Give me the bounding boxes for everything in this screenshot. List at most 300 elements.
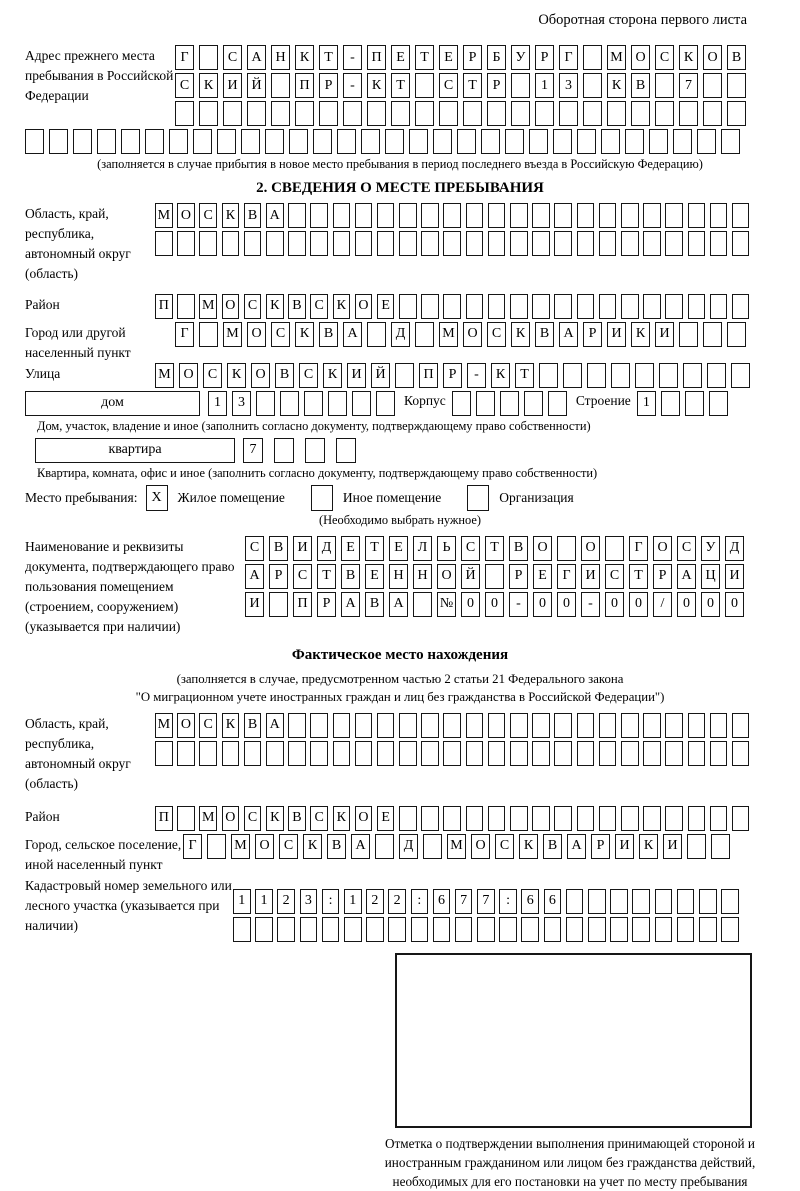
char-box[interactable] — [510, 713, 528, 738]
char-box[interactable]: В — [509, 536, 528, 561]
char-box[interactable]: Г — [557, 564, 576, 589]
char-box[interactable]: С — [461, 536, 480, 561]
char-box[interactable] — [411, 917, 429, 942]
char-box[interactable] — [280, 391, 299, 416]
char-box[interactable]: 7 — [243, 438, 263, 463]
char-box[interactable]: К — [323, 363, 342, 388]
stay-option-residential-checkbox[interactable]: X — [146, 485, 168, 511]
char-box[interactable] — [607, 101, 626, 126]
char-box[interactable]: 3 — [559, 73, 578, 98]
char-box[interactable]: М — [155, 713, 173, 738]
char-box[interactable]: С — [223, 45, 242, 70]
char-box[interactable] — [557, 536, 576, 561]
char-box[interactable] — [97, 129, 116, 154]
char-box[interactable] — [505, 129, 524, 154]
char-box[interactable] — [732, 741, 750, 766]
char-box[interactable] — [577, 741, 595, 766]
char-box[interactable]: 1 — [233, 889, 251, 914]
char-box[interactable] — [610, 889, 628, 914]
char-box[interactable]: В — [275, 363, 294, 388]
char-box[interactable] — [399, 294, 417, 319]
char-box[interactable]: / — [653, 592, 672, 617]
char-box[interactable]: А — [341, 592, 360, 617]
char-box[interactable] — [599, 713, 617, 738]
char-box[interactable] — [709, 391, 728, 416]
char-box[interactable] — [421, 741, 439, 766]
char-box[interactable]: М — [155, 203, 173, 228]
char-box[interactable] — [443, 231, 461, 256]
char-box[interactable] — [688, 806, 706, 831]
char-box[interactable]: 0 — [629, 592, 648, 617]
char-box[interactable]: Л — [413, 536, 432, 561]
char-box[interactable] — [233, 917, 251, 942]
char-box[interactable]: В — [365, 592, 384, 617]
char-box[interactable] — [421, 231, 439, 256]
char-box[interactable] — [217, 129, 236, 154]
char-box[interactable]: Е — [377, 294, 395, 319]
char-box[interactable]: 0 — [701, 592, 720, 617]
char-box[interactable] — [377, 203, 395, 228]
char-box[interactable]: К — [367, 73, 386, 98]
char-box[interactable] — [455, 917, 473, 942]
char-box[interactable]: 0 — [461, 592, 480, 617]
char-box[interactable] — [256, 391, 275, 416]
char-box[interactable] — [554, 203, 572, 228]
char-box[interactable]: Р — [463, 45, 482, 70]
char-box[interactable]: Г — [559, 45, 578, 70]
char-box[interactable] — [583, 101, 602, 126]
char-box[interactable] — [511, 101, 530, 126]
char-box[interactable] — [621, 231, 639, 256]
char-box[interactable] — [333, 741, 351, 766]
char-box[interactable] — [466, 203, 484, 228]
char-box[interactable] — [466, 294, 484, 319]
char-box[interactable] — [399, 806, 417, 831]
char-box[interactable] — [313, 129, 332, 154]
char-box[interactable] — [621, 713, 639, 738]
char-box[interactable] — [621, 294, 639, 319]
char-box[interactable] — [611, 363, 630, 388]
char-box[interactable]: Е — [439, 45, 458, 70]
char-box[interactable] — [423, 834, 442, 859]
char-box[interactable] — [510, 741, 528, 766]
char-box[interactable] — [577, 203, 595, 228]
char-box[interactable]: У — [511, 45, 530, 70]
char-box[interactable] — [583, 73, 602, 98]
char-box[interactable]: А — [266, 713, 284, 738]
char-box[interactable] — [665, 294, 683, 319]
char-box[interactable] — [244, 741, 262, 766]
char-box[interactable]: С — [279, 834, 298, 859]
char-box[interactable]: 3 — [232, 391, 251, 416]
char-box[interactable]: Ц — [701, 564, 720, 589]
char-box[interactable] — [310, 713, 328, 738]
char-box[interactable] — [665, 806, 683, 831]
char-box[interactable] — [336, 438, 356, 463]
char-box[interactable] — [277, 917, 295, 942]
char-box[interactable] — [559, 101, 578, 126]
char-box[interactable] — [415, 322, 434, 347]
char-box[interactable]: В — [244, 713, 262, 738]
char-box[interactable] — [352, 391, 371, 416]
char-box[interactable] — [177, 741, 195, 766]
char-box[interactable]: К — [303, 834, 322, 859]
char-box[interactable] — [295, 101, 314, 126]
char-box[interactable]: Г — [183, 834, 202, 859]
char-box[interactable] — [222, 231, 240, 256]
stay-option-other-checkbox[interactable] — [311, 485, 333, 511]
char-box[interactable] — [599, 294, 617, 319]
char-box[interactable]: О — [177, 203, 195, 228]
char-box[interactable] — [554, 713, 572, 738]
char-box[interactable] — [535, 101, 554, 126]
char-box[interactable]: К — [266, 294, 284, 319]
char-box[interactable]: В — [327, 834, 346, 859]
char-box[interactable]: А — [245, 564, 264, 589]
char-box[interactable] — [443, 713, 461, 738]
char-box[interactable]: Е — [391, 45, 410, 70]
char-box[interactable] — [177, 806, 195, 831]
char-box[interactable]: Й — [371, 363, 390, 388]
char-box[interactable] — [655, 73, 674, 98]
char-box[interactable]: И — [725, 564, 744, 589]
char-box[interactable]: Ь — [437, 536, 456, 561]
char-box[interactable]: К — [222, 203, 240, 228]
char-box[interactable]: О — [255, 834, 274, 859]
char-box[interactable] — [710, 203, 728, 228]
char-box[interactable] — [599, 806, 617, 831]
char-box[interactable] — [481, 129, 500, 154]
char-box[interactable] — [643, 231, 661, 256]
char-box[interactable] — [271, 101, 290, 126]
char-box[interactable] — [288, 231, 306, 256]
char-box[interactable] — [310, 203, 328, 228]
char-box[interactable]: У — [701, 536, 720, 561]
char-box[interactable] — [155, 741, 173, 766]
char-box[interactable] — [554, 294, 572, 319]
char-box[interactable] — [333, 203, 351, 228]
char-box[interactable] — [433, 129, 452, 154]
char-box[interactable]: К — [333, 294, 351, 319]
char-box[interactable] — [499, 917, 517, 942]
char-box[interactable] — [399, 741, 417, 766]
char-box[interactable]: М — [223, 322, 242, 347]
char-box[interactable]: О — [581, 536, 600, 561]
char-box[interactable]: Е — [377, 806, 395, 831]
char-box[interactable] — [688, 203, 706, 228]
char-box[interactable] — [710, 231, 728, 256]
char-box[interactable]: Т — [415, 45, 434, 70]
char-box[interactable]: Т — [463, 73, 482, 98]
char-box[interactable] — [355, 741, 373, 766]
char-box[interactable] — [355, 713, 373, 738]
char-box[interactable] — [655, 917, 673, 942]
char-box[interactable]: К — [491, 363, 510, 388]
char-box[interactable] — [269, 592, 288, 617]
char-box[interactable] — [457, 129, 476, 154]
char-box[interactable] — [485, 564, 504, 589]
char-box[interactable] — [688, 231, 706, 256]
char-box[interactable]: О — [179, 363, 198, 388]
char-box[interactable] — [532, 294, 550, 319]
char-box[interactable]: С — [244, 806, 262, 831]
char-box[interactable]: Е — [365, 564, 384, 589]
char-box[interactable] — [73, 129, 92, 154]
char-box[interactable] — [699, 889, 717, 914]
char-box[interactable]: Т — [629, 564, 648, 589]
char-box[interactable] — [732, 203, 750, 228]
char-box[interactable] — [177, 294, 195, 319]
char-box[interactable]: Н — [271, 45, 290, 70]
char-box[interactable]: Р — [509, 564, 528, 589]
char-box[interactable] — [421, 713, 439, 738]
char-box[interactable]: К — [199, 73, 218, 98]
char-box[interactable] — [643, 203, 661, 228]
char-box[interactable]: К — [227, 363, 246, 388]
char-box[interactable] — [677, 917, 695, 942]
char-box[interactable] — [175, 101, 194, 126]
char-box[interactable] — [266, 741, 284, 766]
char-box[interactable]: 0 — [533, 592, 552, 617]
char-box[interactable] — [577, 806, 595, 831]
char-box[interactable] — [554, 741, 572, 766]
char-box[interactable]: П — [155, 806, 173, 831]
char-box[interactable]: Р — [443, 363, 462, 388]
char-box[interactable]: А — [677, 564, 696, 589]
char-box[interactable] — [539, 363, 558, 388]
char-box[interactable] — [687, 834, 706, 859]
char-box[interactable] — [621, 203, 639, 228]
char-box[interactable] — [169, 129, 188, 154]
char-box[interactable] — [679, 322, 698, 347]
char-box[interactable]: : — [499, 889, 517, 914]
char-box[interactable]: Т — [365, 536, 384, 561]
char-box[interactable]: Р — [269, 564, 288, 589]
char-box[interactable] — [452, 391, 471, 416]
char-box[interactable]: О — [222, 294, 240, 319]
char-box[interactable] — [577, 231, 595, 256]
char-box[interactable] — [488, 294, 506, 319]
char-box[interactable] — [599, 741, 617, 766]
char-box[interactable] — [413, 592, 432, 617]
house-type-box[interactable]: дом — [25, 391, 200, 416]
char-box[interactable]: С — [495, 834, 514, 859]
char-box[interactable] — [223, 101, 242, 126]
char-box[interactable]: Г — [175, 322, 194, 347]
char-box[interactable]: В — [288, 294, 306, 319]
char-box[interactable] — [599, 231, 617, 256]
char-box[interactable]: Й — [461, 564, 480, 589]
char-box[interactable] — [511, 73, 530, 98]
char-box[interactable] — [583, 45, 602, 70]
char-box[interactable]: 7 — [679, 73, 698, 98]
char-box[interactable]: С — [310, 294, 328, 319]
char-box[interactable]: Р — [487, 73, 506, 98]
char-box[interactable] — [532, 203, 550, 228]
char-box[interactable]: К — [639, 834, 658, 859]
char-box[interactable]: И — [293, 536, 312, 561]
char-box[interactable] — [685, 391, 704, 416]
char-box[interactable] — [510, 231, 528, 256]
char-box[interactable] — [500, 391, 519, 416]
char-box[interactable] — [415, 101, 434, 126]
char-box[interactable]: К — [222, 713, 240, 738]
char-box[interactable] — [621, 741, 639, 766]
char-box[interactable] — [421, 294, 439, 319]
char-box[interactable] — [199, 741, 217, 766]
char-box[interactable]: : — [322, 889, 340, 914]
char-box[interactable] — [322, 917, 340, 942]
char-box[interactable]: Е — [533, 564, 552, 589]
char-box[interactable] — [375, 834, 394, 859]
char-box[interactable] — [665, 741, 683, 766]
char-box[interactable]: Р — [319, 73, 338, 98]
char-box[interactable]: Е — [389, 536, 408, 561]
char-box[interactable]: Й — [247, 73, 266, 98]
char-box[interactable] — [49, 129, 68, 154]
char-box[interactable]: А — [266, 203, 284, 228]
char-box[interactable]: А — [567, 834, 586, 859]
char-box[interactable]: 2 — [277, 889, 295, 914]
char-box[interactable]: Д — [317, 536, 336, 561]
char-box[interactable] — [703, 73, 722, 98]
char-box[interactable]: С — [677, 536, 696, 561]
char-box[interactable]: С — [310, 806, 328, 831]
char-box[interactable] — [244, 231, 262, 256]
char-box[interactable]: Е — [341, 536, 360, 561]
char-box[interactable]: К — [333, 806, 351, 831]
char-box[interactable]: Д — [725, 536, 744, 561]
char-box[interactable]: А — [351, 834, 370, 859]
char-box[interactable]: С — [487, 322, 506, 347]
char-box[interactable] — [463, 101, 482, 126]
char-box[interactable] — [155, 231, 173, 256]
char-box[interactable]: М — [199, 806, 217, 831]
char-box[interactable]: О — [177, 713, 195, 738]
char-box[interactable]: П — [419, 363, 438, 388]
char-box[interactable]: О — [471, 834, 490, 859]
char-box[interactable] — [366, 917, 384, 942]
char-box[interactable] — [688, 713, 706, 738]
char-box[interactable] — [661, 391, 680, 416]
char-box[interactable]: К — [295, 322, 314, 347]
char-box[interactable]: К — [679, 45, 698, 70]
char-box[interactable] — [421, 203, 439, 228]
char-box[interactable]: 2 — [366, 889, 384, 914]
char-box[interactable] — [732, 806, 750, 831]
char-box[interactable] — [388, 917, 406, 942]
char-box[interactable]: М — [607, 45, 626, 70]
char-box[interactable] — [643, 713, 661, 738]
char-box[interactable]: П — [155, 294, 173, 319]
char-box[interactable]: В — [543, 834, 562, 859]
char-box[interactable]: - — [467, 363, 486, 388]
char-box[interactable] — [199, 101, 218, 126]
char-box[interactable] — [643, 294, 661, 319]
char-box[interactable]: И — [223, 73, 242, 98]
char-box[interactable]: Р — [317, 592, 336, 617]
char-box[interactable] — [554, 806, 572, 831]
char-box[interactable]: - — [343, 73, 362, 98]
char-box[interactable] — [699, 917, 717, 942]
char-box[interactable]: В — [341, 564, 360, 589]
char-box[interactable] — [466, 231, 484, 256]
char-box[interactable] — [289, 129, 308, 154]
char-box[interactable]: С — [175, 73, 194, 98]
char-box[interactable]: К — [519, 834, 538, 859]
char-box[interactable]: И — [607, 322, 626, 347]
char-box[interactable]: В — [319, 322, 338, 347]
char-box[interactable] — [271, 73, 290, 98]
char-box[interactable] — [510, 203, 528, 228]
char-box[interactable] — [566, 889, 584, 914]
char-box[interactable]: С — [299, 363, 318, 388]
char-box[interactable] — [199, 322, 218, 347]
char-box[interactable] — [532, 741, 550, 766]
char-box[interactable] — [643, 806, 661, 831]
char-box[interactable] — [443, 203, 461, 228]
char-box[interactable] — [304, 391, 323, 416]
char-box[interactable] — [355, 231, 373, 256]
char-box[interactable] — [177, 231, 195, 256]
char-box[interactable]: Б — [487, 45, 506, 70]
char-box[interactable] — [710, 713, 728, 738]
char-box[interactable] — [703, 101, 722, 126]
char-box[interactable] — [665, 713, 683, 738]
char-box[interactable] — [588, 889, 606, 914]
char-box[interactable] — [601, 129, 620, 154]
char-box[interactable]: И — [347, 363, 366, 388]
char-box[interactable] — [553, 129, 572, 154]
char-box[interactable] — [333, 713, 351, 738]
char-box[interactable] — [367, 322, 386, 347]
char-box[interactable] — [677, 889, 695, 914]
char-box[interactable] — [510, 294, 528, 319]
char-box[interactable] — [488, 806, 506, 831]
char-box[interactable] — [415, 73, 434, 98]
char-box[interactable]: 0 — [677, 592, 696, 617]
char-box[interactable] — [343, 101, 362, 126]
char-box[interactable]: О — [355, 294, 373, 319]
char-box[interactable] — [121, 129, 140, 154]
char-box[interactable] — [679, 101, 698, 126]
char-box[interactable] — [288, 741, 306, 766]
char-box[interactable] — [399, 713, 417, 738]
char-box[interactable] — [554, 231, 572, 256]
char-box[interactable] — [529, 129, 548, 154]
char-box[interactable]: В — [535, 322, 554, 347]
char-box[interactable]: В — [631, 73, 650, 98]
char-box[interactable]: И — [581, 564, 600, 589]
char-box[interactable] — [488, 203, 506, 228]
char-box[interactable] — [711, 834, 730, 859]
char-box[interactable]: Р — [583, 322, 602, 347]
char-box[interactable]: В — [244, 203, 262, 228]
char-box[interactable]: О — [653, 536, 672, 561]
char-box[interactable] — [587, 363, 606, 388]
char-box[interactable]: Р — [653, 564, 672, 589]
char-box[interactable]: Р — [591, 834, 610, 859]
char-box[interactable]: 1 — [255, 889, 273, 914]
char-box[interactable] — [367, 101, 386, 126]
char-box[interactable]: 3 — [300, 889, 318, 914]
char-box[interactable]: 7 — [455, 889, 473, 914]
char-box[interactable] — [588, 917, 606, 942]
char-box[interactable]: И — [615, 834, 634, 859]
char-box[interactable] — [466, 741, 484, 766]
char-box[interactable] — [377, 741, 395, 766]
char-box[interactable] — [548, 391, 567, 416]
